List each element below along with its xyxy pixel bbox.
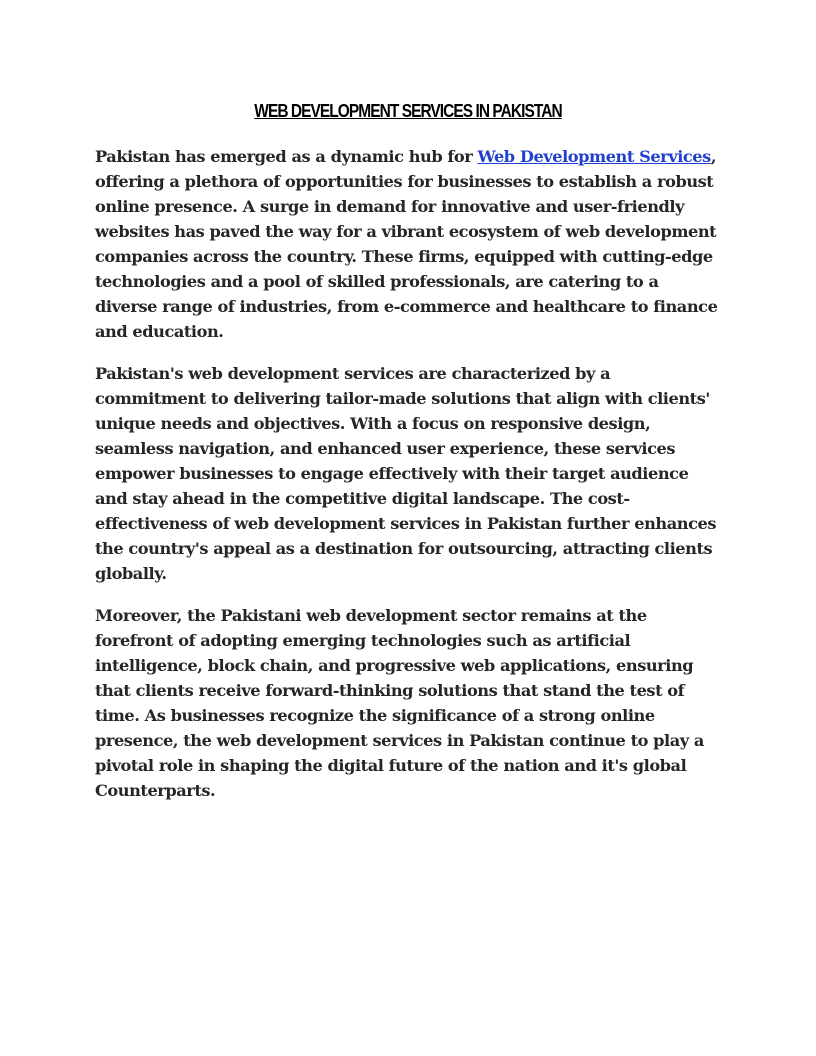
- paragraph-3: Moreover, the Pakistani web development sector remains at the forefront of adopting emerging technologies such as artificial intelligence, block chain, and progressive web applications, ensuring that clients receive forward-thinking solutions that stand the test of time. As businesses recognize the significance of a strong online presence, the web development services in Pakistan continue to play a pivotal role in shaping the digital future of the nation and it's global Counterparts.: [95, 606, 704, 800]
- document-body: [95, 144, 725, 820]
- paragraph-1-rest: , offering a plethora of opportunities for businesses to establish a robust online presence. A surge in demand for innovative and user-friendly websites has paved the way for a vibrant ecosystem of web development companies across the country. These firms, equipped with cutting-edge technologies and a pool of skilled professionals, are catering to a diverse range of industries, from e-commerce and healthcare to finance and education.: [95, 147, 718, 341]
- web-development-services-link[interactable]: Web Development Services: [477, 147, 711, 166]
- paragraph-1-intro: Pakistan has emerged as a dynamic hub for: [95, 147, 478, 166]
- paragraph-1: [95, 144, 725, 344]
- paragraph-2: Pakistan's web development services are characterized by a commitment to delivering tailor-made solutions that align with clients' unique needs and objectives. With a focus on responsive design, seamless navigation, and enhanced user experience, these services empower businesses to engage effectively with their target audience and stay ahead in the competitive digital landscape. The cost-effectiveness of web development services in Pakistan further enhances the country's appeal as a destination for outsourcing, attracting clients globally.: [95, 364, 716, 583]
- document-title: WEB DEVELOPMENT SERVICES IN PAKISTAN: [254, 101, 562, 121]
